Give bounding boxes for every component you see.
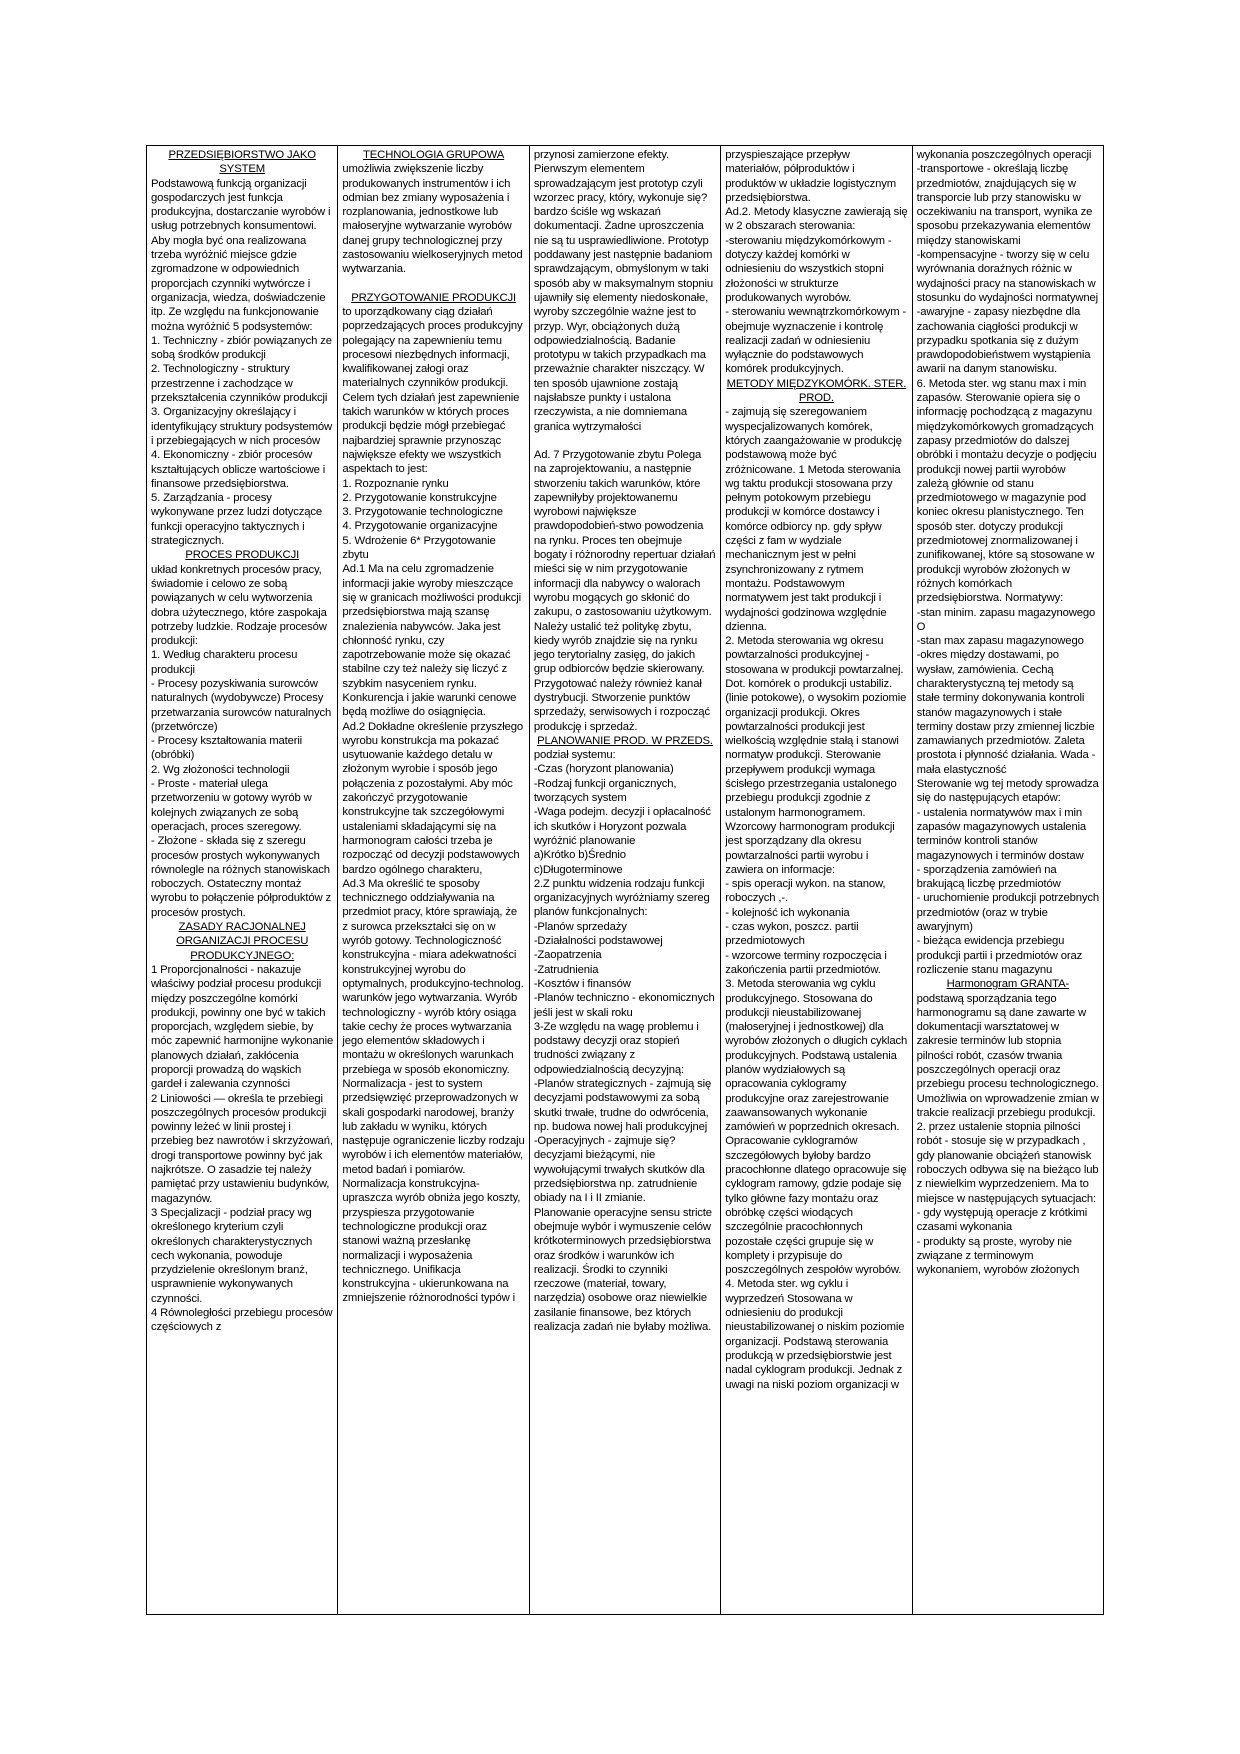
paragraph: -Waga podejm. decyzji i opłacalność ich skutków i Horyzont pozwala wyróżnić planowanie [533, 806, 711, 847]
column-4 [721, 146, 912, 1614]
paragraph: -Działalności podstawowej [533, 935, 663, 948]
paragraph: 2.Z punktu widzenia rodzaju funkcji organizacyjnych wyróżniamy szereg planów funkcjonalnych: [533, 877, 710, 919]
paragraph: Ad.2 Dokładne określenie przyszłego wyrobu konstrukcja ma pokazać usytuowanie każdego detalu w złożonym wyrobie i sposób jego połączenia z pozostałymi. Aby móc zakończyć przygotowanie konstrukcyjne tak szczegółowymi ustaleniami składającymi się na harmonogram całości trzeba je rozpocząć od decyzji podstawowych bardzo ogólnego charakteru, [342, 720, 524, 876]
section-heading: PLANOWANIE PROD. W PRZEDS. [537, 734, 713, 747]
paragraph: -Planów strategicznych - zajmują się decyzjami podstawowymi za sobą skutki trwałe, trudne do odwrócenia, np. budowa nowej hali produkcyjnej [533, 1078, 712, 1133]
section-heading: METODY MIĘDZYKOMÓRK. STER. PROD. [726, 377, 907, 405]
paragraph: -Rodzaj funkcji organicznych, tworzących system [533, 777, 677, 805]
section-heading: Harmonogram GRANTA- [946, 978, 1070, 991]
paragraph: - Procesy pozyskiwania surowców naturalnych (wydobywcze) Procesy przetwarzania surowców naturalnych (przetwórcze) [151, 677, 332, 733]
paragraph: podział systemu: [533, 749, 616, 762]
paragraph: - Procesy kształtowania materii (obróbki) [151, 735, 303, 762]
paragraph: podstawą sporządzania tego harmonogramu są dane zawarte w dokumentacji warsztatowej w zakresie terminów lub stopnia pilności robót, czasów trwania poszczególnych operacji oraz przebiegu procesu technologicznego. Umożliwia on wprowadzenie zmian w trakcie realizacji przebiegu produkcji. [916, 992, 1099, 1119]
paragraph: - sporządzenia zamówień na brakującą liczbę przedmiotów [916, 863, 1061, 891]
paragraph: - gdy występują operacje z krótkimi czasami wykonania [916, 1206, 1088, 1234]
paragraph: -okres między dostawami, po wysław, zamówienia. Cechą charakterystyczną tej metody są stałe terminy dokonywania kontroli stanów magazynowych i stałe terminy dostaw przy zmiennej liczbie zamawianych przedmiotów. Zaleta prostota i płynność działania. Wada - mała elastyczność [916, 649, 1096, 776]
paragraph: przynosi zamierzone efekty. Pierwszym elementem sprowadzającym jest prototyp czyli wzorzec pracy, który, wykonuje się? bardzo ściśle wg wskazań dokumentacji. Żadne uproszczenia nie są tu usprawiedliwione. Prototyp poddawany jest następnie badaniom sprawdzającym, obmyślonym w taki sposób aby w maksymalnym stopniu ujawniły się elementy niedoskonałe, wyroby szczególnie ważne jest to przyp. Wyr, obciążonych dużą odpowiedzialnością. Badanie prototypu w takich przypadkach ma przeważnie charakter niszczący. W ten sposób ujawnione zostają najsłabsze punkty i ustalona rzeczywista, a nie domniemana granica wytrzymałości [533, 149, 713, 433]
paragraph: - zajmują się szeregowaniem wyspecjalizowanych komórek, których zaangażowanie w produkcję podstawową może być zróżnicowane. 1 Metoda sterowania wg taktu produkcji stosowana przy pełnym potokowym przebiegu produkcji w komórce dostawcy i komórce odbiorcy np. gdy spływ części z fam w wydziale mechanicznym jest w pełni zsynchronizowany z rytmem montażu. Podstawowym normatywem jest takt produkcji i wydajności godzinowa względnie dzienna. [725, 406, 902, 633]
paragraph: - produkty są proste, wyroby nie związane z terminowym wykonaniem, wyrobów złożonych [916, 1235, 1080, 1277]
paragraph: - ustalenia normatywów max i min zapasów magazynowych ustalenia terminów kontroli stanów magazynowych i terminów dostaw [916, 806, 1087, 862]
paragraph: Ad. 7 Przygotowanie zbytu Polega na zaprojektowaniu, a następnie stworzeniu takich warunków, które zapewniłyby projektowanemu wyrobowi największe prawdopodobień-stwo powodzenia na rynku. Proces ten obejmuje bogaty i różnorodny repertuar działań mieści się w nim przygotowanie informacji dla nabywcy o walorach wyrobu mogących go skłonić do zakupu, o zastosowaniu użytkowym. Należy ustalić też politykę zbytu, kiedy wyrób znajdzie się na rynku jego terytorialny zasięg, do jakich grup odbiorców będzie skierowany. Przygotować należy również kanał dystrybucji. Stworzenie punktów sprzedaży, serwisowych i rozpocząć produkcję i sprzedaż. [533, 448, 716, 733]
paragraph: 2. Metoda sterowania wg okresu powtarzalności produkcyjnej - stosowana w produkcji powtarzalnej. Dot. komórek o produkcji ustabiliz. (linie potokowe), o wysokim poziomie organizacji produkcji. Okres powtarzalności produkcji jest wielkością względnie stałą i stanowi normatyw produkcji. Sterowanie przepływem produkcji wymaga ścisłego przestrzegania ustalonego przebiegu produkcji zgodnie z ustalonym harmonogramem. Wzorcowy harmonogram produkcji jest sporządzany dla okresu powtarzalności partii wyrobu i zawiera on informacje: [725, 635, 907, 876]
paragraph: 4. Metoda ster. wg cyklu i wyprzedzeń Stosowana w odniesieniu do produkcji nieustabilizowanej o niskim poziomie organizacji. Podstawą sterowania produkcją w przedsiębiorstwie jest nadal cyklogram produkcji. Jednak z uwagi na niski poziom organizacji w [725, 1278, 905, 1391]
paragraph: -transportowe - określają liczbę przedmiotów, znajdujących się w transporcie lub przy stanowisku w oczekiwaniu na transport, wynika ze sposobu przekazywania elementów między stanowiskami [916, 163, 1093, 247]
paragraph: - wzorcowe terminy rozpoczęcia i zakończenia partii przedmiotów. [725, 949, 887, 976]
paragraph: -Operacyjnych - zajmuje się? decyzjami bieżącymi, nie wywołującymi trwałych skutków dla przedsiębiorstwa np. zatrudnienie obiady na I i II zmianie. [533, 1135, 705, 1205]
section-heading: PRZEDSIĘBIORSTWO JAKO SYSTEM [168, 149, 316, 176]
paragraph: to uporządkowany ciąg działań poprzedzających proces produkcyjny polegający na zapewnieniu temu procesowi niezbędnych informacji, kwalifikowanej załogi oraz materialnych czynników produkcji. Celem tych działań jest zapewnienie takich warunków w których proces produkcji będzie mógł przebiegać najbardziej sprawnie przynosząc największe efekty we wszystkich aspektach to jest: [342, 305, 523, 476]
paragraph: a)Krótko b)Średnio c)Długoterminowe [533, 849, 626, 876]
paragraph: - Złożone - składa się z szeregu procesów prostych wykonywanych równolegle na różnych stanowiskach roboczych. Ostateczny montaż wyrobu to połączenie półproduktów z procesów prostych. [151, 835, 332, 919]
paragraph: -Zatrudnienia [533, 963, 599, 976]
paragraph: 4. Ekonomiczny - zbiór procesów kształtujących oblicze wartościowe i finansowe przedsiębiorstwa. [151, 449, 326, 490]
column-3 [530, 146, 721, 1614]
paragraph: 4. Przygotowanie organizacyjne [342, 520, 498, 533]
paragraph: -sterowaniu międzykomórkowym - dotyczy każdej komórki w odniesieniu do wszystkich stopni złożoności w strukturze produkowanych wyrobów. [725, 234, 892, 304]
paragraph: - uruchomienie produkcji potrzebnych przedmiotów (oraz w trybie awaryjnym) [916, 892, 1099, 934]
paragraph: 2. Technologiczny - struktury przestrzenne i zachodzące w przekształcenia czynników produkcji [151, 363, 328, 405]
paragraph: -kompensacyjne - tworzy się w celu wyrównania doraźnych różnic w wydajności pracy na stanowiskach w stosunku do wydajności normatywnej [916, 249, 1099, 304]
paragraph: 1 Proporcjonalności - nakazuje właściwy podział procesu produkcji między poszczególne komórki produkcji, powinny one być w takich proporcjach, względem siebie, by móc zapewnić harmonijne wykonanie planowych działań, zakłócenia proporcji prowadzą do wąskich gardeł i zalewania czynności [151, 963, 334, 1091]
paragraph: 5. Wdrożenie 6* Przygotowanie zbytu [342, 534, 496, 562]
paragraph: wykonania poszczególnych operacji [916, 149, 1092, 161]
paragraph: 3. Organizacyjny określający i identyfikujący struktury podsystemów i przebiegających w nich procesów [151, 406, 333, 447]
paragraph-spacer [534, 434, 716, 448]
paragraph: - czas wykon, poszcz. partii przedmiotowych [725, 921, 859, 948]
paragraph: -stan max zapasu magazynowego [916, 635, 1084, 648]
paragraph: -Planów techniczno - ekonomicznych jeśli jest w skali roku [533, 992, 715, 1019]
paragraph: - spis operacji wykon. na stanow, roboczych ,-. [725, 878, 886, 905]
paragraph: Podstawową funkcją organizacji gospodarczych jest funkcja produkcyjna, dostarczanie wyrobów i usług potrzebnych konsumentowi. Aby mogła być ona realizowana trzeba wyróżnić miejsce gdzie zgromadzone w odpowiednich proporcjach czynniki wytwórcze i organizacja, wiedza, doświadczenie itp. Ze względu na funkcjonowanie można wyróżnić 5 podsystemów: [151, 177, 331, 333]
paragraph: Ad.3 Ma określić te sposoby technicznego oddziaływania na przedmiot pracy, które sprawiają, że z surowca przekształci się on w wyrób gotowy. Technologiczność konstrukcyjna - miara adekwatności konstrukcyjnej wyrobu do optymalnych, produkcyjno-technolog. warunków jego wytwarzania. Wyrób technologiczny - wyrób który osiąga takie cechy że proces wytwarzania jego elementów składowych i montażu w określonych warunkach przebiega w sposób ekonomiczny. Normalizacja - jest to system przedsięwzięć przeprowadzonych w skali gospodarki narodowej, branży lub zakładu w wyniku, których następuje ograniczenie liczby rodzaju wyrobów i ich elementów materiałów, metod badań i pomiarów. Normalizacja konstrukcyjna- upraszcza wyrób obniża jego koszty, przyspiesza przygotowanie technologiczne produkcji oraz stanowi ważną przesłankę normalizacji i wyposażenia technicznego. Unifikacja konstrukcyjna - ukierunkowana na zmniejszenie różnorodności typów i [342, 877, 525, 1305]
paragraph: -Kosztów i finansów [533, 977, 631, 990]
paragraph: -Zaopatrzenia [533, 949, 602, 962]
paragraph: 1. Według charakteru procesu produkcji [151, 649, 298, 676]
paragraph: 3-Ze względu na wagę problemu i podstawy decyzji oraz stopień trudności związany z odpowiedzialnością decyzyjną: [533, 1020, 699, 1076]
section-heading: PRZYGOTOWANIE PRODUKCJI [351, 291, 516, 304]
paragraph: 6. Metoda ster. wg stanu max i min zapasów. Sterowanie opiera się o informację pochodzącą z magazynu międzykomórkowych gromadzących zapasy przedmiotów do dalszej obróbki i montażu decyzje o podjęciu produkcji nowej partii wyrobów zależą głównie od stanu przedmiotowego w magazynie pod koniec okresu planistycznego. Ten sposób ster. dotyczy produkcji przedmiotowej znormalizowanej i zunifikowanej, które są stosowane w produkcji wyrobów złożonych w różnych komórkach przedsiębiorstwa. Normatywy: [916, 377, 1097, 605]
paragraph: 2. Przygotowanie konstrukcyjne [342, 491, 497, 504]
paragraph: -stan minim. zapasu magazynowego O [916, 606, 1096, 633]
paragraph: -Planów sprzedaży [533, 920, 627, 933]
document-page [146, 145, 1104, 1615]
column-5 [913, 146, 1103, 1614]
column-1 [147, 146, 338, 1614]
paragraph: 1. Rozpoznanie rynku [342, 477, 449, 490]
paragraph: Ad.2. Metody klasyczne zawierają się w 2 obszarach sterowania: [725, 206, 908, 233]
paragraph: układ konkretnych procesów pracy, świadomie i celowo ze sobą powiązanych w celu wytworzenia dobra użytecznego, które zaspokaja potrzeby ludzkie. Rodzaje procesów produkcji: [151, 563, 327, 648]
paragraph-spacer [342, 277, 524, 291]
paragraph: 4 Równoległości przebiegu procesów częściowych z [151, 1307, 333, 1334]
paragraph: - sterowaniu wewnątrzkomórkowym - obejmuje wyznaczenie i kontrolę realizacji zadań w odniesieniu wyłącznie do podstawowych komórek produkcyjnych. [725, 306, 907, 376]
five-column-layout [146, 145, 1104, 1615]
paragraph: - Proste - materiał ulega przetworzeniu w gotowy wyrób w kolejnych związanych ze sobą operacjach, proces szeregowy. [151, 778, 312, 833]
paragraph: 2. przez ustalenie stopnia pilności robót - stosuje się w przypadkach , gdy planowanie obciążeń stanowisk roboczych odbywa się na bieżąco lub z niewielkim wyprzedzeniem. Ma to miejsce w następujących sytuacjach: [916, 1121, 1099, 1205]
section-heading: ZASADY RACJONALNEJ ORGANIZACJI PROCESU PRODUKCYJNEGO: [176, 921, 309, 962]
paragraph: Ad.1 Ma na celu zgromadzenie informacji jakie wyroby mieszczące się w granicach możliwości produkcji przedsiębiorstwa mają szansę znalezienia nabywców. Jaka jest chłonność rynku, czy zapotrzebowanie może się okazać stabilne czy też należy się liczyć z szybkim nasyceniem rynku. Konkurencja i jakie warunki cenowe będą możliwe do osiągnięcia. [342, 563, 521, 719]
paragraph: 2 Liniowości — określa te przebiegi poszczególnych procesów produkcji powinny leżeć w linii prostej i przebieg bez nawrotów i skrzyżowań, drogi transportowe powinny być jak najkrótsze. O zasadzie tej należy pamiętać przy ustawieniu budynków, magazynów. [151, 1092, 333, 1205]
column-2 [338, 146, 529, 1614]
paragraph: - kolejność ich wykonania [725, 906, 850, 919]
paragraph: 5. Zarządzania - procesy wykonywane przez ludzi dotyczące funkcji operacyjno taktycznych i strategicznych. [151, 492, 323, 548]
paragraph: przyspieszające przepływ materiałów, półproduktów i produktów w układzie logistycznym przedsiębiorstwa. [725, 149, 897, 204]
paragraph: 3 Specjalizacji - podział pracy wg określonego kryterium czyli określonych charakterystycznych cech wykonania, powoduje przydzielenie określonym branż, usprawnienie wykonywanych czynności. [151, 1206, 313, 1305]
paragraph: umożliwia zwiększenie liczby produkowanych instrumentów i ich odmian bez zmiany wyposażenia i rozplanowania, jednostkowe lub małoseryjne wytwarzanie wyrobów danej grupy technologicznej przy zastosowaniu wielkoseryjnych metod wytwarzania. [342, 163, 523, 276]
section-heading: TECHNOLOGIA GRUPOWA [363, 149, 505, 161]
paragraph: - bieżąca ewidencja przebiegu produkcji partii i przedmiotów oraz rozliczenie stanu magazynu [916, 935, 1083, 976]
section-heading: PROCES PRODUKCJI [185, 549, 300, 562]
paragraph: 3. Metoda sterowania wg cyklu produkcyjnego. Stosowana do produkcji nieustabilizowanej (małoseryjnej i jednostkowej) dla wyrobów złożonych o długich cyklach produkcyjnych. Podstawą ustalenia planów wydziałowych są opracowania cyklogramy produkcyjne oraz zarejestrowanie zaawansowanych wykonanie zamówień w poprzednich okresach. Opracowanie cyklogramów szczegółowych byłoby bardzo pracochłonne dlatego opracowuje się cyklogram ramowy, gdzie podaje się tylko główne fazy montażu oraz obróbkę części wiodących szczególnie pracochłonnych pozostałe części grupuje się w komplety i przypisuje do poszczególnych zespołów wyrobów. [725, 978, 908, 1277]
paragraph: 2. Wg złożoności technologii [151, 763, 290, 776]
paragraph: -awaryjne - zapasy niezbędne dla zachowania ciągłości produkcji w przypadku spotkania się z dużym prawdopodobieństwem wystąpienia awarii na danym stanowisku. [916, 306, 1091, 376]
paragraph: Planowanie operacyjne sensu stricte obejmuje wybór i wymuszenie celów krótkoterminowych przedsiębiorstwa oraz środków i warunków ich realizacji. Środki to czynniki rzeczowe (materiał, towary, narzędzia) osobowe oraz niewielkie zasilanie finansowe, bez których realizacja zadań nie byłaby możliwa. [533, 1206, 712, 1334]
paragraph: Sterowanie wg tej metody sprowadza się do następujących etapów: [916, 778, 1099, 805]
paragraph: 3. Przygotowanie technologiczne [342, 506, 503, 519]
paragraph: 1. Techniczny - zbiór powiązanych ze sobą środków produkcji [151, 334, 332, 362]
paragraph: -Czas (horyzont planowania) [533, 763, 674, 776]
